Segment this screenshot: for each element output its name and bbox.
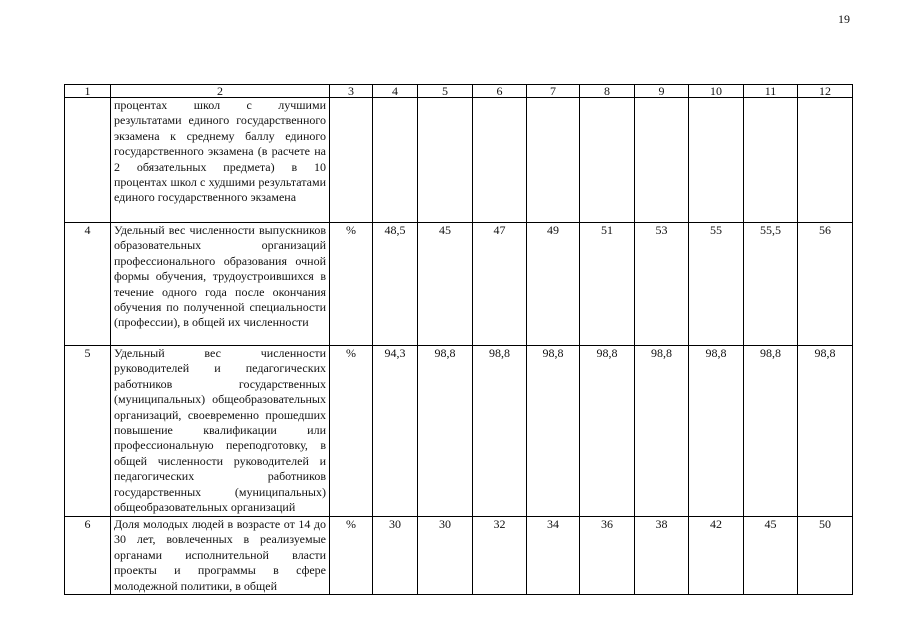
row-number: 6 bbox=[65, 517, 111, 595]
row-number bbox=[65, 98, 111, 223]
unit-cell bbox=[330, 98, 373, 223]
value-cell: 34 bbox=[527, 517, 580, 595]
header-cell: 4 bbox=[373, 85, 418, 98]
indicator-description: процентах школ с лучшими результатами единого государственного экзамена к среднему баллу единого государственного экзамена (в расчете на 2 обязательных предмета) в 10 процентах школ с худшими результатами единого государственного экзамена bbox=[111, 98, 330, 223]
page-number: 19 bbox=[838, 12, 850, 26]
header-cell: 3 bbox=[330, 85, 373, 98]
value-cell: 32 bbox=[473, 517, 527, 595]
value-cell: 98,8 bbox=[635, 346, 689, 517]
value-cell: 98,8 bbox=[580, 346, 635, 517]
header-row bbox=[65, 85, 853, 98]
header-cell: 10 bbox=[689, 85, 744, 98]
row-number: 4 bbox=[65, 223, 111, 346]
value-cell: 30 bbox=[373, 517, 418, 595]
value-cell: 47 bbox=[473, 223, 527, 346]
value-cell: 98,8 bbox=[473, 346, 527, 517]
row-number: 5 bbox=[65, 346, 111, 517]
value-cell: 36 bbox=[580, 517, 635, 595]
header-cell: 9 bbox=[635, 85, 689, 98]
value-cell: 42 bbox=[689, 517, 744, 595]
header-cell: 1 bbox=[65, 85, 111, 98]
unit-cell: % bbox=[330, 346, 373, 517]
value-cell: 48,5 bbox=[373, 223, 418, 346]
table-row bbox=[65, 346, 853, 517]
table-row bbox=[65, 223, 853, 346]
value-cell: 53 bbox=[635, 223, 689, 346]
value-cell: 49 bbox=[527, 223, 580, 346]
value-cell bbox=[373, 98, 418, 223]
value-cell bbox=[418, 98, 473, 223]
header-cell: 11 bbox=[744, 85, 798, 98]
unit-cell: % bbox=[330, 223, 373, 346]
value-cell: 98,8 bbox=[798, 346, 853, 517]
value-cell: 55,5 bbox=[744, 223, 798, 346]
value-cell: 38 bbox=[635, 517, 689, 595]
value-cell: 51 bbox=[580, 223, 635, 346]
value-cell: 45 bbox=[418, 223, 473, 346]
unit-cell: % bbox=[330, 517, 373, 595]
value-cell bbox=[689, 98, 744, 223]
value-cell bbox=[527, 98, 580, 223]
header-cell: 5 bbox=[418, 85, 473, 98]
value-cell: 98,8 bbox=[744, 346, 798, 517]
value-cell: 98,8 bbox=[418, 346, 473, 517]
table-row bbox=[65, 517, 853, 595]
indicator-description: Удельный вес численности выпускников образовательных организаций профессионального образования очной формы обучения, трудоустроившихся в течение одного года после окончания обучения по полученной специальности (профессии), в общей их численности bbox=[111, 223, 330, 346]
value-cell: 98,8 bbox=[689, 346, 744, 517]
value-cell: 98,8 bbox=[527, 346, 580, 517]
value-cell: 56 bbox=[798, 223, 853, 346]
value-cell: 94,3 bbox=[373, 346, 418, 517]
indicator-description: Удельный вес численности руководителей и педагогических работников государственных (муниципальных) общеобразовательных организаций, своевременно прошедших повышение квалификации или профессиональную переподготовку, в общей численности руководителей и педагогических работников государственных (муниципальных) общеобразовательных организаций bbox=[111, 346, 330, 517]
value-cell: 50 bbox=[798, 517, 853, 595]
header-cell: 12 bbox=[798, 85, 853, 98]
value-cell: 30 bbox=[418, 517, 473, 595]
header-cell: 2 bbox=[111, 85, 330, 98]
table-row bbox=[65, 98, 853, 223]
value-cell: 45 bbox=[744, 517, 798, 595]
value-cell bbox=[798, 98, 853, 223]
value-cell bbox=[473, 98, 527, 223]
indicator-description: Доля молодых людей в возрасте от 14 до 30 лет, вовлеченных в реализуемые органами исполнительной власти проекты и программы в сфере молодежной политики, в общей bbox=[111, 517, 330, 595]
value-cell bbox=[580, 98, 635, 223]
value-cell: 55 bbox=[689, 223, 744, 346]
header-cell: 7 bbox=[527, 85, 580, 98]
value-cell bbox=[744, 98, 798, 223]
header-cell: 6 bbox=[473, 85, 527, 98]
indicators-table bbox=[64, 84, 853, 595]
value-cell bbox=[635, 98, 689, 223]
header-cell: 8 bbox=[580, 85, 635, 98]
